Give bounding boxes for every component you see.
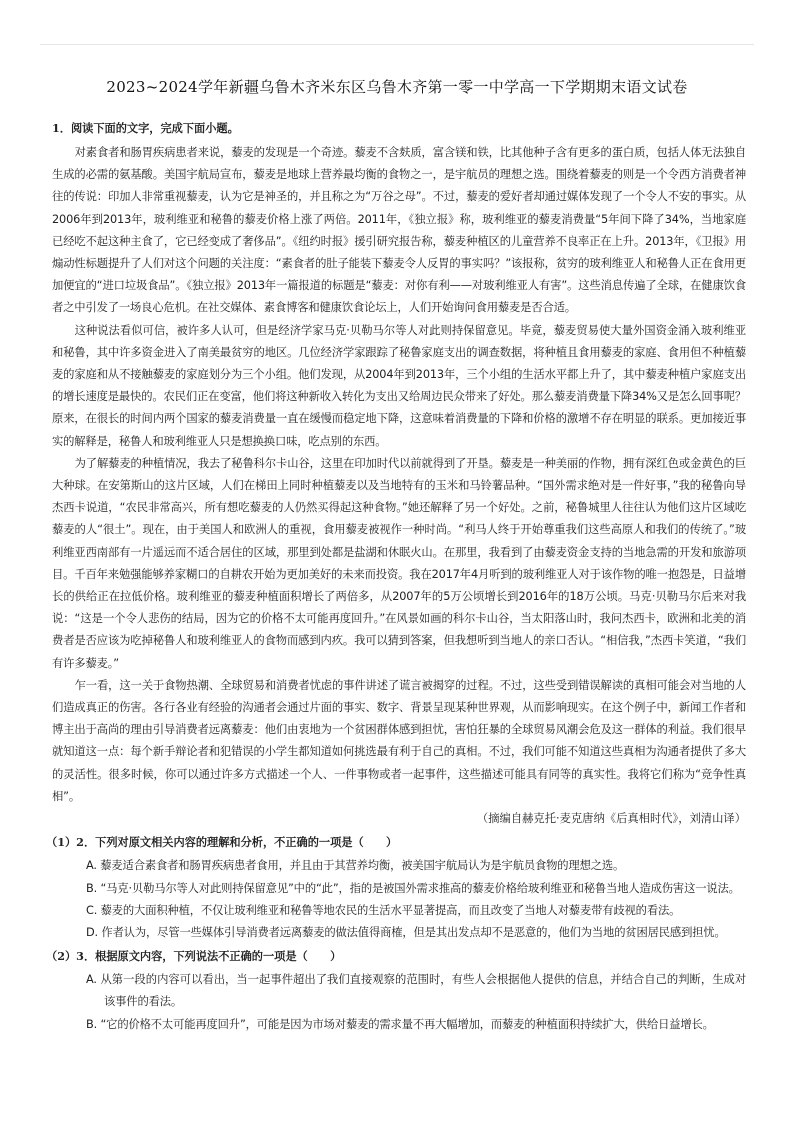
page-title: 2023~2024学年新疆乌鲁木齐米东区乌鲁木齐第一零一中学高一下学期期末语文试卷 (106, 78, 688, 96)
passage-paragraph: 这种说法看似可信，被许多人认可，但是经济学家马克·贝勒马尔等人对此则持保留意见。毕竟，藜麦贸易使大量外国资金涌入玻利维亚和秘鲁，其中许多资金进入了南美最贫穷的地区。几位经济学家跟踪了秘鲁家庭支出的调查数据，将种植且食用藜麦的家庭、食用但不种植藜麦的家庭和从不接触藜麦的家庭划分为三个小组。他们发现，从2004年到2013年，三个小组的生活水平都上升了，其中藜麦种植户家庭支出的增长速度是最快的。农民们正在变富，他们将这种新收入转化为支出又给周边民众带来了好处。那么藜麦消费量下降34%又是怎么回事呢？原来，在很长的时间内两个国家的藜麦消费量一直在缓慢而稳定地下降，这意味着消费量的下降和价格的激增不存在明显的联系。更加接近事实的解释是，秘鲁人和玻利维亚人只是想换换口味，吃点别的东西。 (52, 323, 746, 448)
option-a: A. 藜麦适合素食者和肠胃疾病患者食用，并且由于其营养均衡，被美国宇航局认为是宇航员食物的理想之选。 (86, 859, 625, 873)
option-a: A. 从第一段的内容可以看出，当一起事件超出了我们直接观察的范围时，有些人会根据他人提供的信息，并结合自己的判断，生成对该事件的看法。 (86, 973, 746, 1009)
option-c: C. 藜麦的大面积种植，不仅让玻利维亚和秘鲁等地农民的生活水平显著提高，而且改变了当地人对藜麦带有歧视的看法。 (86, 903, 681, 917)
document-body (46, 120, 746, 1036)
passage-paragraph: 为了解藜麦的种植情况，我去了秘鲁科尔卡山谷，这里在印加时代以前就得到了开垦。藜麦是一种美丽的作物，拥有深红色或金黄色的巨大种球。在安第斯山的这片区域，人们在梯田上同时种植藜麦以及当地特有的玉米和马铃薯品种。“国外需求绝对是一件好事，”我的秘鲁向导杰西卡说道，“农民非常高兴，所有想吃藜麦的人仍然买得起这种食物。”她还解释了另一个好处。之前，秘鲁城里人往往认为他们这片区域吃藜麦的人“很土”。现在，由于美国人和欧洲人的重视，食用藜麦被视作一种时尚。“利马人终于开始尊重我们这些高原人和我们的传统了。”玻利维亚西南部有一片遥远而不适合居住的区域，那里到处都是盐湖和休眠火山。在那里，我看到了由藜麦资金支持的当地急需的开发和旅游项目。千百年来勉强能够养家糊口的自耕农开始为更加美好的未来而投资。我在2017年4月听到的玻利维亚人对于该作物的唯一抱怨是，日益增长的供给正在拉低价格。玻利维亚的藜麦种植面积增长了两倍多，从2007年的5万公顷增长到2016年的18万公顷。马克·贝勒马尔后来对我说：“这是一个令人悲伤的结局，因为它的价格不太可能再度回升。”在风景如画的科尔卡山谷，当太阳落山时，我问杰西卡，欧洲和北美的消费者是否应该为吃掉秘鲁人和玻利维亚人的食物而感到内疚。我可以猜到答案，但我想听到当地人的亲口否认。“相信我，”杰西卡笑道，“我们有许多藜麦。” (52, 456, 746, 670)
option-b: B. “马克·贝勒马尔等人对此则持保留意见”中的“此”，指的是被国外需求推高的藜麦价格给玻利维亚和秘鲁当地人造成伤害这一说法。 (86, 881, 740, 895)
option-d: D. 作者认为，尽管一些媒体引导消费者远离藜麦的做法值得商榷，但是其出发点却不是恶意的，他们为当地的贫困居民感到担忧。 (86, 925, 726, 939)
option-b: B. “它的价格不太可能再度回升”，可能是因为市场对藜麦的需求量不再大幅增加，而藜麦的种植面积持续扩大，供给日益增长。 (86, 1017, 714, 1031)
question-heading: 1．阅读下面的文字，完成下面小题。 (52, 121, 239, 135)
passage-source: （摘编自赫克托·麦克唐纳《后真相时代》，刘清山译） (476, 812, 746, 826)
subquestion-label: （2）3．根据原文内容，下列说法不正确的一项是（ ） (46, 949, 342, 964)
passage-paragraph: 对素食者和肠胃疾病患者来说，藜麦的发现是一个奇迹。藜麦不含麸质，富含镁和铁，比其他种子含有更多的蛋白质，包括人体无法独自生成的必需的氨基酸。美国宇航局宣布，藜麦是地球上营养最均衡的食物之一，是宇航员的理想之选。围绕着藜麦的则是一个令西方消费者神往的传说：印加人非常重视藜麦，认为它是神圣的，并且称之为“万谷之母”。不过，藜麦的爱好者却通过媒体发现了一个令人不安的事实。从2006年到2013年，玻利维亚和秘鲁的藜麦价格上涨了两倍。2011年，《独立报》称，玻利维亚的藜麦消费量“5年间下降了34%，当地家庭已经吃不起这种主食了，它已经变成了奢侈品”。《纽约时报》援引研究报告称，藜麦种植区的儿童营养不良率正在上升。2013年，《卫报》用煽动性标题提升了人们对这个问题的关注度：“素食者的肚子能装下藜麦令人反胃的事实吗？”该报称，贫穷的玻利维亚人和秘鲁人正在食用更加便宜的“进口垃圾食品”。《独立报》2013年一篇报道的标题是“藜麦：对你有利——对玻利维亚人有害”。这些消息传遍了全球，在健康饮食者之中引发了一场良心危机。在社交媒体、素食博客和健康饮食论坛上，人们开始询问食用藜麦是否合适。 (52, 146, 746, 315)
passage-paragraph: 乍一看，这一关于食物热潮、全球贸易和消费者忧虑的事件讲述了谎言被揭穿的过程。不过，这些受到错误解读的真相可能会对当地的人们造成真正的伤害。各行各业有经验的沟通者会通过片面的事实、数字、背景呈现某种世界观，从而影响现实。在这个例子中，新闻工作者和博主出于高尚的理由引导消费者远离藜麦：他们由衷地为一个贫困群体感到担忧，害怕狂暴的全球贸易风潮会危及这一群体的利益。我们很早就知道这一点：每个新手辩论者和犯错误的小学生都知道如何挑选最有利于自己的真相。不过，我们可能不知道这些真相为沟通者提供了多大的灵活性。很多时候，你可以通过许多方式描述一个人、一件事物或者一起事件，这些描述可能具有同等的真实性。我将它们称为“竞争性真相”。 (52, 678, 746, 803)
subquestion-label: （1）2．下列对原文相关内容的理解和分析，不正确的一项是（ ） (46, 835, 398, 850)
header-rule (40, 44, 754, 45)
